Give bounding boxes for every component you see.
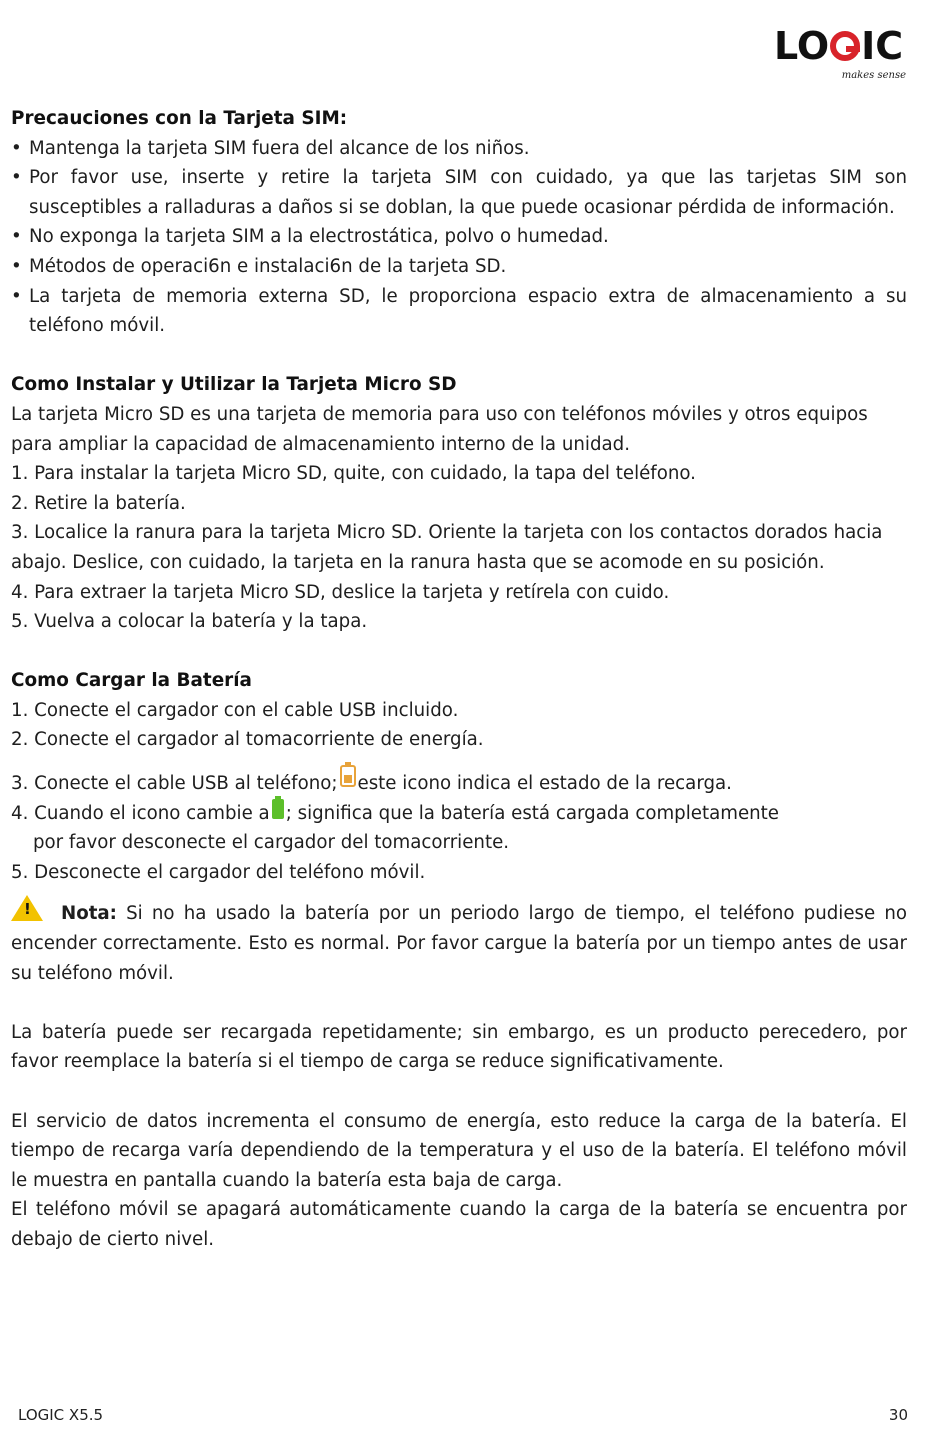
battery-heading: Como Cargar la Batería <box>11 670 252 692</box>
page-number: 30 <box>888 1406 908 1424</box>
battery-note: ! Nota: Si no ha usado la batería por un periodo largo de tiempo, el teléfono pudiese no encender correctamente. Esto es normal. Por favor cargue la batería por un tiempo antes de usar su teléfono móvil. <box>11 895 907 988</box>
battery-step: 1. Conecte el cargador con el cable USB incluido. <box>11 699 459 721</box>
microsd-step: 2. Retire la batería. <box>11 492 186 514</box>
battery-paragraph: El teléfono móvil se apagará automáticamente cuando la carga de la batería se encuentra por debajo de cierto nivel. <box>11 1199 907 1250</box>
battery-charging-icon <box>340 765 356 787</box>
battery-step: 5. Desconecte el cargador del teléfono móvil. <box>11 861 426 883</box>
battery-step-cont: por favor desconecte el cargador del tomacorriente. <box>33 832 510 854</box>
page-content <box>11 104 907 1255</box>
microsd-step: 1. Para instalar la tarjeta Micro SD, quite, con cuidado, la tapa del teléfono. <box>11 463 696 485</box>
logo-wordmark: LO IC <box>774 24 904 68</box>
note-label: Nota: <box>61 903 117 925</box>
battery-full-icon <box>272 799 284 819</box>
footer-model: LOGIC X5.5 <box>18 1406 104 1424</box>
microsd-step: 3. Localice la ranura para la tarjeta Micro SD. Oriente la tarjeta con los contactos dorados hacia abajo. Deslice, con cuidado, la tarjeta en la ranura hasta que se acomode en su posición. <box>11 522 883 573</box>
warning-icon: ! <box>11 895 43 921</box>
list-item: • Mantenga la tarjeta SIM fuera del alcance de los niños. <box>11 137 530 159</box>
list-item: • La tarjeta de memoria externa SD, le proporciona espacio extra de almacenamiento a su teléfono móvil. <box>11 285 907 337</box>
list-item: • No exponga la tarjeta SIM a la electrostática, polvo o humedad. <box>11 226 609 248</box>
logo-g-mark <box>830 31 860 61</box>
microsd-step: 4. Para extraer la tarjeta Micro SD, deslice la tarjeta y retírela con cuido. <box>11 581 670 603</box>
battery-step: 4. Cuando el icono cambie a ; significa que la batería está cargada completamente <box>11 799 907 829</box>
battery-paragraph: El servicio de datos incrementa el consumo de energía, esto reduce la carga de la batería. El tiempo de recarga varía dependiendo de la temperatura y el uso de la batería. El teléfono móvil le muestra en pantalla cuando la batería esta baja de carga. <box>11 1110 907 1191</box>
battery-step: 3. Conecte el cable USB al teléfono; este icono indica el estado de la recarga. <box>11 765 907 799</box>
sim-heading: Precauciones con la Tarjeta SIM: <box>11 108 348 129</box>
battery-step: 2. Conecte el cargador al tomacorriente de energía. <box>11 729 484 751</box>
microsd-step: 5. Vuelva a colocar la batería y la tapa. <box>11 611 368 633</box>
list-item: • Métodos de operaci6n e instalaci6n de la tarjeta SD. <box>11 255 507 277</box>
logo-tagline: makes sense <box>841 70 906 81</box>
list-item: • Por favor use, inserte y retire la tarjeta SIM con cuidado, ya que las tarjetas SIM son susceptibles a ralladuras a daños si se doblan, la que puede ocasionar pérdida de información. <box>11 167 907 218</box>
microsd-intro: La tarjeta Micro SD es una tarjeta de memoria para uso con teléfonos móviles y otros equipos para ampliar la capacidad de almacenamiento interno de la unidad. <box>11 403 868 455</box>
microsd-heading: Como Instalar y Utilizar la Tarjeta Micro SD <box>11 374 457 396</box>
battery-paragraph: La batería puede ser recargada repetidamente; sin embargo, es un producto perecedero, por favor reemplace la batería si el tiempo de carga se reduce significativamente. <box>11 1021 907 1073</box>
logic-logo <box>774 26 906 86</box>
